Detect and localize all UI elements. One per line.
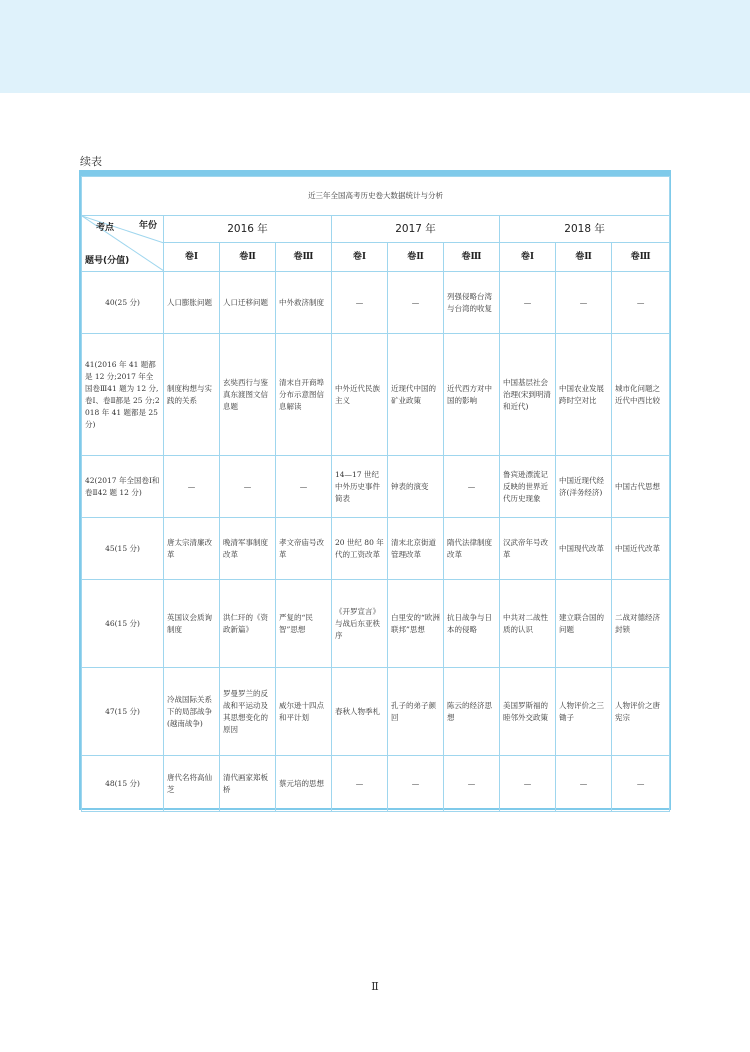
empty-cell: — — [500, 756, 556, 812]
topic-cell: 中国近代改革 — [612, 518, 670, 580]
paper-header: 卷Ⅱ — [388, 243, 444, 272]
empty-cell: — — [276, 456, 332, 518]
topic-cell: 人口膨胀问题 — [164, 272, 220, 334]
empty-cell: — — [444, 756, 500, 812]
paper-header: 卷Ⅲ — [276, 243, 332, 272]
topic-cell: 二战对德经济封锁 — [612, 580, 670, 668]
topic-cell: 春秋人物季札 — [332, 668, 388, 756]
topic-cell: 汉武帝年号改革 — [500, 518, 556, 580]
question-cell: 41(2016 年 41 题都是 12 分;2017 年全国卷Ⅲ41 题为 12 分,卷Ⅰ、卷Ⅱ都是 25 分;2018 年 41 题都是 25 分) — [82, 334, 164, 456]
topic-cell: 中国近现代经济(洋务经济) — [556, 456, 612, 518]
empty-cell: — — [388, 756, 444, 812]
empty-cell: — — [556, 272, 612, 334]
topic-cell: 洪仁玕的《资政新篇》 — [220, 580, 276, 668]
paper-header: 卷Ⅰ — [500, 243, 556, 272]
topic-cell: 严复的“民智”思想 — [276, 580, 332, 668]
topic-cell: 罗曼罗兰的反战和平运动及其思想变化的原因 — [220, 668, 276, 756]
topic-cell: 中国古代思想 — [612, 456, 670, 518]
table-row — [82, 668, 670, 756]
topic-cell: 唐代名将高仙芝 — [164, 756, 220, 812]
empty-cell: — — [220, 456, 276, 518]
corner-topic-label: 考点 — [96, 223, 115, 233]
topic-cell: 白里安的“欧洲联邦”思想 — [388, 580, 444, 668]
topic-cell: 孝文帝庙号改革 — [276, 518, 332, 580]
topic-cell: 中外救济制度 — [276, 272, 332, 334]
topic-cell: 隋代法律制度改革 — [444, 518, 500, 580]
topic-cell: 中外近代民族主义 — [332, 334, 388, 456]
question-cell: 47(15 分) — [82, 668, 164, 756]
empty-cell: — — [500, 272, 556, 334]
topic-cell: 近代西方对中国的影响 — [444, 334, 500, 456]
corner-question-label: 题号(分值) — [85, 256, 130, 266]
empty-cell: — — [332, 272, 388, 334]
continued-label: 续表 — [80, 155, 102, 168]
topic-cell: 清代画家郑板桥 — [220, 756, 276, 812]
corner-year-label: 年份 — [138, 221, 157, 231]
paper-header-row — [82, 243, 670, 272]
topic-cell: 14—17 世纪中外历史事件简表 — [332, 456, 388, 518]
topic-cell: 中国现代改革 — [556, 518, 612, 580]
topic-cell: 20 世纪 80 年代的工资改革 — [332, 518, 388, 580]
empty-cell: — — [388, 272, 444, 334]
topic-cell: 城市化问题之近代中西比较 — [612, 334, 670, 456]
table-row — [82, 518, 670, 580]
year-2016: 2016 年 — [164, 216, 332, 243]
year-2017: 2017 年 — [332, 216, 500, 243]
table-row — [82, 756, 670, 812]
paper-header: 卷Ⅲ — [444, 243, 500, 272]
topic-cell: 人物评价之唐宪宗 — [612, 668, 670, 756]
topic-cell: 钟表的演变 — [388, 456, 444, 518]
stats-table — [81, 176, 670, 812]
paper-header: 卷Ⅲ — [612, 243, 670, 272]
year-header-row — [82, 216, 670, 243]
topic-cell: 英国议会质询制度 — [164, 580, 220, 668]
topic-cell: 蔡元培的思想 — [276, 756, 332, 812]
question-cell: 48(15 分) — [82, 756, 164, 812]
topic-cell: 晚清军事制度改革 — [220, 518, 276, 580]
topic-cell: 美国罗斯福的睦邻外交政策 — [500, 668, 556, 756]
question-cell: 42(2017 年全国卷Ⅰ和卷Ⅱ42 题 12 分) — [82, 456, 164, 518]
topic-cell: 近现代中国的矿业政策 — [388, 334, 444, 456]
paper-header: 卷Ⅰ — [164, 243, 220, 272]
topic-cell: 威尔逊十四点和平计划 — [276, 668, 332, 756]
empty-cell: — — [332, 756, 388, 812]
table-title: 近三年全国高考历史卷大数据统计与分析 — [82, 177, 670, 216]
table-row — [82, 272, 670, 334]
topic-cell: 孔子的弟子颜回 — [388, 668, 444, 756]
topic-cell: 唐太宗清廉改革 — [164, 518, 220, 580]
page-number: Ⅱ — [371, 980, 379, 993]
topic-cell: 人物评价之三锄子 — [556, 668, 612, 756]
paper-header: 卷Ⅱ — [220, 243, 276, 272]
empty-cell: — — [612, 272, 670, 334]
topic-cell: 陈云的经济思想 — [444, 668, 500, 756]
topic-cell: 清末自开商埠分布示意图信息解读 — [276, 334, 332, 456]
topic-cell: 清末北京街道管理改革 — [388, 518, 444, 580]
empty-cell: — — [444, 456, 500, 518]
topic-cell: 《开罗宣言》与战后东亚秩序 — [332, 580, 388, 668]
empty-cell: — — [612, 756, 670, 812]
topic-cell: 中国基层社会治理(宋到明清和近代) — [500, 334, 556, 456]
topic-cell: 玄奘西行与鉴真东渡图文信息题 — [220, 334, 276, 456]
empty-cell: — — [556, 756, 612, 812]
topic-cell: 建立联合国的问题 — [556, 580, 612, 668]
topic-cell: 中国农业发展跨时空对比 — [556, 334, 612, 456]
empty-cell: — — [164, 456, 220, 518]
table-row — [82, 456, 670, 518]
table-row — [82, 580, 670, 668]
topic-cell: 冷战国际关系下的局部战争(越南战争) — [164, 668, 220, 756]
topic-cell: 抗日战争与日本的侵略 — [444, 580, 500, 668]
paper-header: 卷Ⅰ — [332, 243, 388, 272]
topic-cell: 鲁宾逊漂流记反映的世界近代历史现象 — [500, 456, 556, 518]
topic-cell: 中共对二战性质的认识 — [500, 580, 556, 668]
question-cell: 45(15 分) — [82, 518, 164, 580]
corner-header-cell — [82, 216, 164, 272]
question-cell: 46(15 分) — [82, 580, 164, 668]
question-cell: 40(25 分) — [82, 272, 164, 334]
table-row — [82, 334, 670, 456]
topic-cell: 制度构想与实践的关系 — [164, 334, 220, 456]
year-2018: 2018 年 — [500, 216, 670, 243]
title-row — [82, 177, 670, 216]
topic-cell: 人口迁移问题 — [220, 272, 276, 334]
header-band — [0, 0, 750, 93]
paper-header: 卷Ⅱ — [556, 243, 612, 272]
topic-cell: 列强侵略台湾与台湾的收复 — [444, 272, 500, 334]
